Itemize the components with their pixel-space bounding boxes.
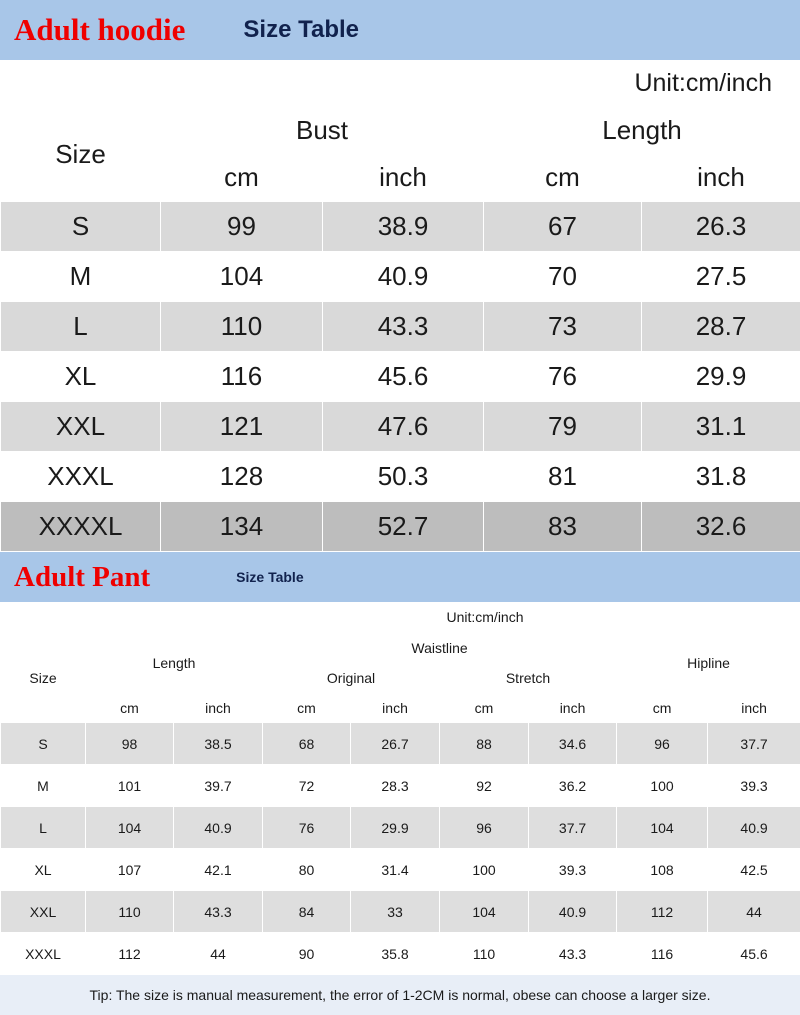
pant-cell-hipline-cm: 96	[617, 723, 708, 765]
pant-cell-hipline-inch: 44	[708, 891, 800, 933]
hoodie-cell-size: XXXL	[1, 452, 161, 502]
hoodie-cell-bust-inch: 38.9	[323, 202, 484, 252]
hoodie-cell-length-inch: 26.3	[642, 202, 800, 252]
hoodie-cell-bust-cm: 110	[161, 302, 323, 352]
pant-header-waistline: Waistline	[263, 633, 617, 663]
pant-cell-original-cm: 90	[263, 933, 351, 975]
pant-header-length: Length	[86, 633, 263, 693]
pant-cell-original-inch: 28.3	[351, 765, 440, 807]
hoodie-cell-bust-inch: 43.3	[323, 302, 484, 352]
pant-cell-length-inch: 42.1	[174, 849, 263, 891]
pant-cell-hipline-inch: 37.7	[708, 723, 800, 765]
pant-cell-length-cm: 107	[86, 849, 174, 891]
pant-header-original-inch: inch	[351, 693, 440, 723]
hoodie-header-length-inch: inch	[642, 154, 800, 202]
hoodie-cell-length-inch: 29.9	[642, 352, 800, 402]
hoodie-header-length-cm: cm	[484, 154, 642, 202]
table-row	[1, 202, 800, 252]
pant-cell-length-inch: 38.5	[174, 723, 263, 765]
hoodie-cell-length-inch: 27.5	[642, 252, 800, 302]
hoodie-cell-bust-inch: 50.3	[323, 452, 484, 502]
pant-cell-hipline-cm: 116	[617, 933, 708, 975]
pant-cell-length-inch: 39.7	[174, 765, 263, 807]
hoodie-header-bust-inch: inch	[323, 154, 484, 202]
pant-header-length-cm: cm	[86, 693, 174, 723]
hoodie-cell-bust-cm: 128	[161, 452, 323, 502]
pant-subtitle: Size Table	[236, 569, 303, 585]
pant-cell-hipline-inch: 40.9	[708, 807, 800, 849]
pant-cell-size: L	[1, 807, 86, 849]
table-row	[1, 723, 800, 765]
pant-cell-hipline-inch: 42.5	[708, 849, 800, 891]
hoodie-cell-size: L	[1, 302, 161, 352]
hoodie-cell-bust-cm: 121	[161, 402, 323, 452]
hoodie-cell-bust-cm: 104	[161, 252, 323, 302]
pant-size-table	[0, 632, 800, 975]
pant-header-original: Original	[263, 663, 440, 693]
hoodie-cell-length-inch: 28.7	[642, 302, 800, 352]
pant-header-hipline-inch: inch	[708, 693, 800, 723]
pant-cell-original-inch: 31.4	[351, 849, 440, 891]
hoodie-header-bust: Bust	[161, 107, 484, 154]
pant-header-stretch: Stretch	[440, 663, 617, 693]
pant-cell-original-inch: 26.7	[351, 723, 440, 765]
hoodie-subtitle: Size Table	[243, 16, 359, 44]
pant-cell-hipline-cm: 104	[617, 807, 708, 849]
hoodie-cell-bust-cm: 99	[161, 202, 323, 252]
pant-cell-stretch-inch: 43.3	[529, 933, 617, 975]
hoodie-cell-length-cm: 73	[484, 302, 642, 352]
pant-cell-length-cm: 110	[86, 891, 174, 933]
pant-cell-stretch-inch: 39.3	[529, 849, 617, 891]
pant-title: Adult Pant	[14, 561, 150, 594]
pant-cell-length-cm: 98	[86, 723, 174, 765]
hoodie-cell-size: XL	[1, 352, 161, 402]
pant-cell-length-inch: 40.9	[174, 807, 263, 849]
table-row	[1, 933, 800, 975]
table-row	[1, 402, 800, 452]
pant-header-hipline-cm: cm	[617, 693, 708, 723]
pant-header-row-1	[1, 633, 800, 663]
table-row	[1, 302, 800, 352]
hoodie-header-size: Size	[1, 107, 161, 202]
pant-cell-size: M	[1, 765, 86, 807]
hoodie-cell-bust-inch: 47.6	[323, 402, 484, 452]
hoodie-cell-length-cm: 83	[484, 502, 642, 552]
measurement-tip: Tip: The size is manual measurement, the error of 1-2CM is normal, obese can choose a larger size.	[0, 975, 800, 1015]
table-row	[1, 765, 800, 807]
table-row	[1, 452, 800, 502]
pant-cell-hipline-cm: 112	[617, 891, 708, 933]
hoodie-size-table	[0, 106, 800, 552]
pant-cell-stretch-cm: 88	[440, 723, 529, 765]
hoodie-cell-length-cm: 70	[484, 252, 642, 302]
hoodie-cell-length-inch: 31.1	[642, 402, 800, 452]
table-row	[1, 891, 800, 933]
pant-cell-length-cm: 104	[86, 807, 174, 849]
pant-cell-length-inch: 43.3	[174, 891, 263, 933]
pant-cell-stretch-inch: 40.9	[529, 891, 617, 933]
pant-cell-original-cm: 76	[263, 807, 351, 849]
hoodie-header-row-1	[1, 107, 800, 154]
pant-cell-hipline-cm: 100	[617, 765, 708, 807]
pant-cell-original-inch: 33	[351, 891, 440, 933]
hoodie-cell-length-cm: 81	[484, 452, 642, 502]
hoodie-cell-size: XXXXL	[1, 502, 161, 552]
pant-header-stretch-cm: cm	[440, 693, 529, 723]
hoodie-cell-bust-cm: 116	[161, 352, 323, 402]
pant-cell-length-cm: 112	[86, 933, 174, 975]
pant-banner	[0, 552, 800, 602]
pant-unit-row	[0, 602, 800, 632]
table-row	[1, 252, 800, 302]
hoodie-cell-bust-inch: 45.6	[323, 352, 484, 402]
hoodie-header-bust-cm: cm	[161, 154, 323, 202]
pant-cell-stretch-inch: 36.2	[529, 765, 617, 807]
pant-cell-hipline-inch: 39.3	[708, 765, 800, 807]
hoodie-cell-bust-inch: 40.9	[323, 252, 484, 302]
hoodie-cell-bust-inch: 52.7	[323, 502, 484, 552]
pant-header-length-inch: inch	[174, 693, 263, 723]
hoodie-cell-length-cm: 76	[484, 352, 642, 402]
table-row	[1, 807, 800, 849]
pant-cell-size: XXXL	[1, 933, 86, 975]
hoodie-unit-label: Unit:cm/inch	[634, 69, 772, 98]
hoodie-cell-length-cm: 67	[484, 202, 642, 252]
pant-cell-original-cm: 72	[263, 765, 351, 807]
table-row	[1, 502, 800, 552]
pant-cell-stretch-cm: 100	[440, 849, 529, 891]
pant-cell-hipline-inch: 45.6	[708, 933, 800, 975]
pant-cell-size: XL	[1, 849, 86, 891]
pant-header-original-cm: cm	[263, 693, 351, 723]
pant-cell-size: XXL	[1, 891, 86, 933]
pant-cell-hipline-cm: 108	[617, 849, 708, 891]
pant-header-hipline: Hipline	[617, 633, 800, 693]
hoodie-unit-row	[0, 60, 800, 106]
hoodie-cell-size: S	[1, 202, 161, 252]
hoodie-cell-bust-cm: 134	[161, 502, 323, 552]
pant-cell-original-cm: 68	[263, 723, 351, 765]
pant-cell-original-inch: 35.8	[351, 933, 440, 975]
pant-cell-length-cm: 101	[86, 765, 174, 807]
pant-cell-original-cm: 80	[263, 849, 351, 891]
pant-header-row-3	[1, 693, 800, 723]
pant-cell-size: S	[1, 723, 86, 765]
hoodie-cell-length-inch: 32.6	[642, 502, 800, 552]
pant-cell-original-inch: 29.9	[351, 807, 440, 849]
pant-header-stretch-inch: inch	[529, 693, 617, 723]
pant-cell-stretch-cm: 92	[440, 765, 529, 807]
hoodie-header-length: Length	[484, 107, 800, 154]
table-row	[1, 849, 800, 891]
pant-cell-stretch-cm: 96	[440, 807, 529, 849]
hoodie-banner	[0, 0, 800, 60]
hoodie-cell-length-inch: 31.8	[642, 452, 800, 502]
pant-cell-stretch-inch: 34.6	[529, 723, 617, 765]
pant-cell-stretch-cm: 104	[440, 891, 529, 933]
pant-cell-original-cm: 84	[263, 891, 351, 933]
hoodie-cell-length-cm: 79	[484, 402, 642, 452]
pant-header-size: Size	[1, 633, 86, 723]
hoodie-title: Adult hoodie	[14, 12, 185, 48]
table-row	[1, 352, 800, 402]
pant-unit-label: Unit:cm/inch	[446, 609, 523, 625]
pant-cell-stretch-cm: 110	[440, 933, 529, 975]
hoodie-cell-size: XXL	[1, 402, 161, 452]
pant-cell-length-inch: 44	[174, 933, 263, 975]
hoodie-cell-size: M	[1, 252, 161, 302]
pant-cell-stretch-inch: 37.7	[529, 807, 617, 849]
